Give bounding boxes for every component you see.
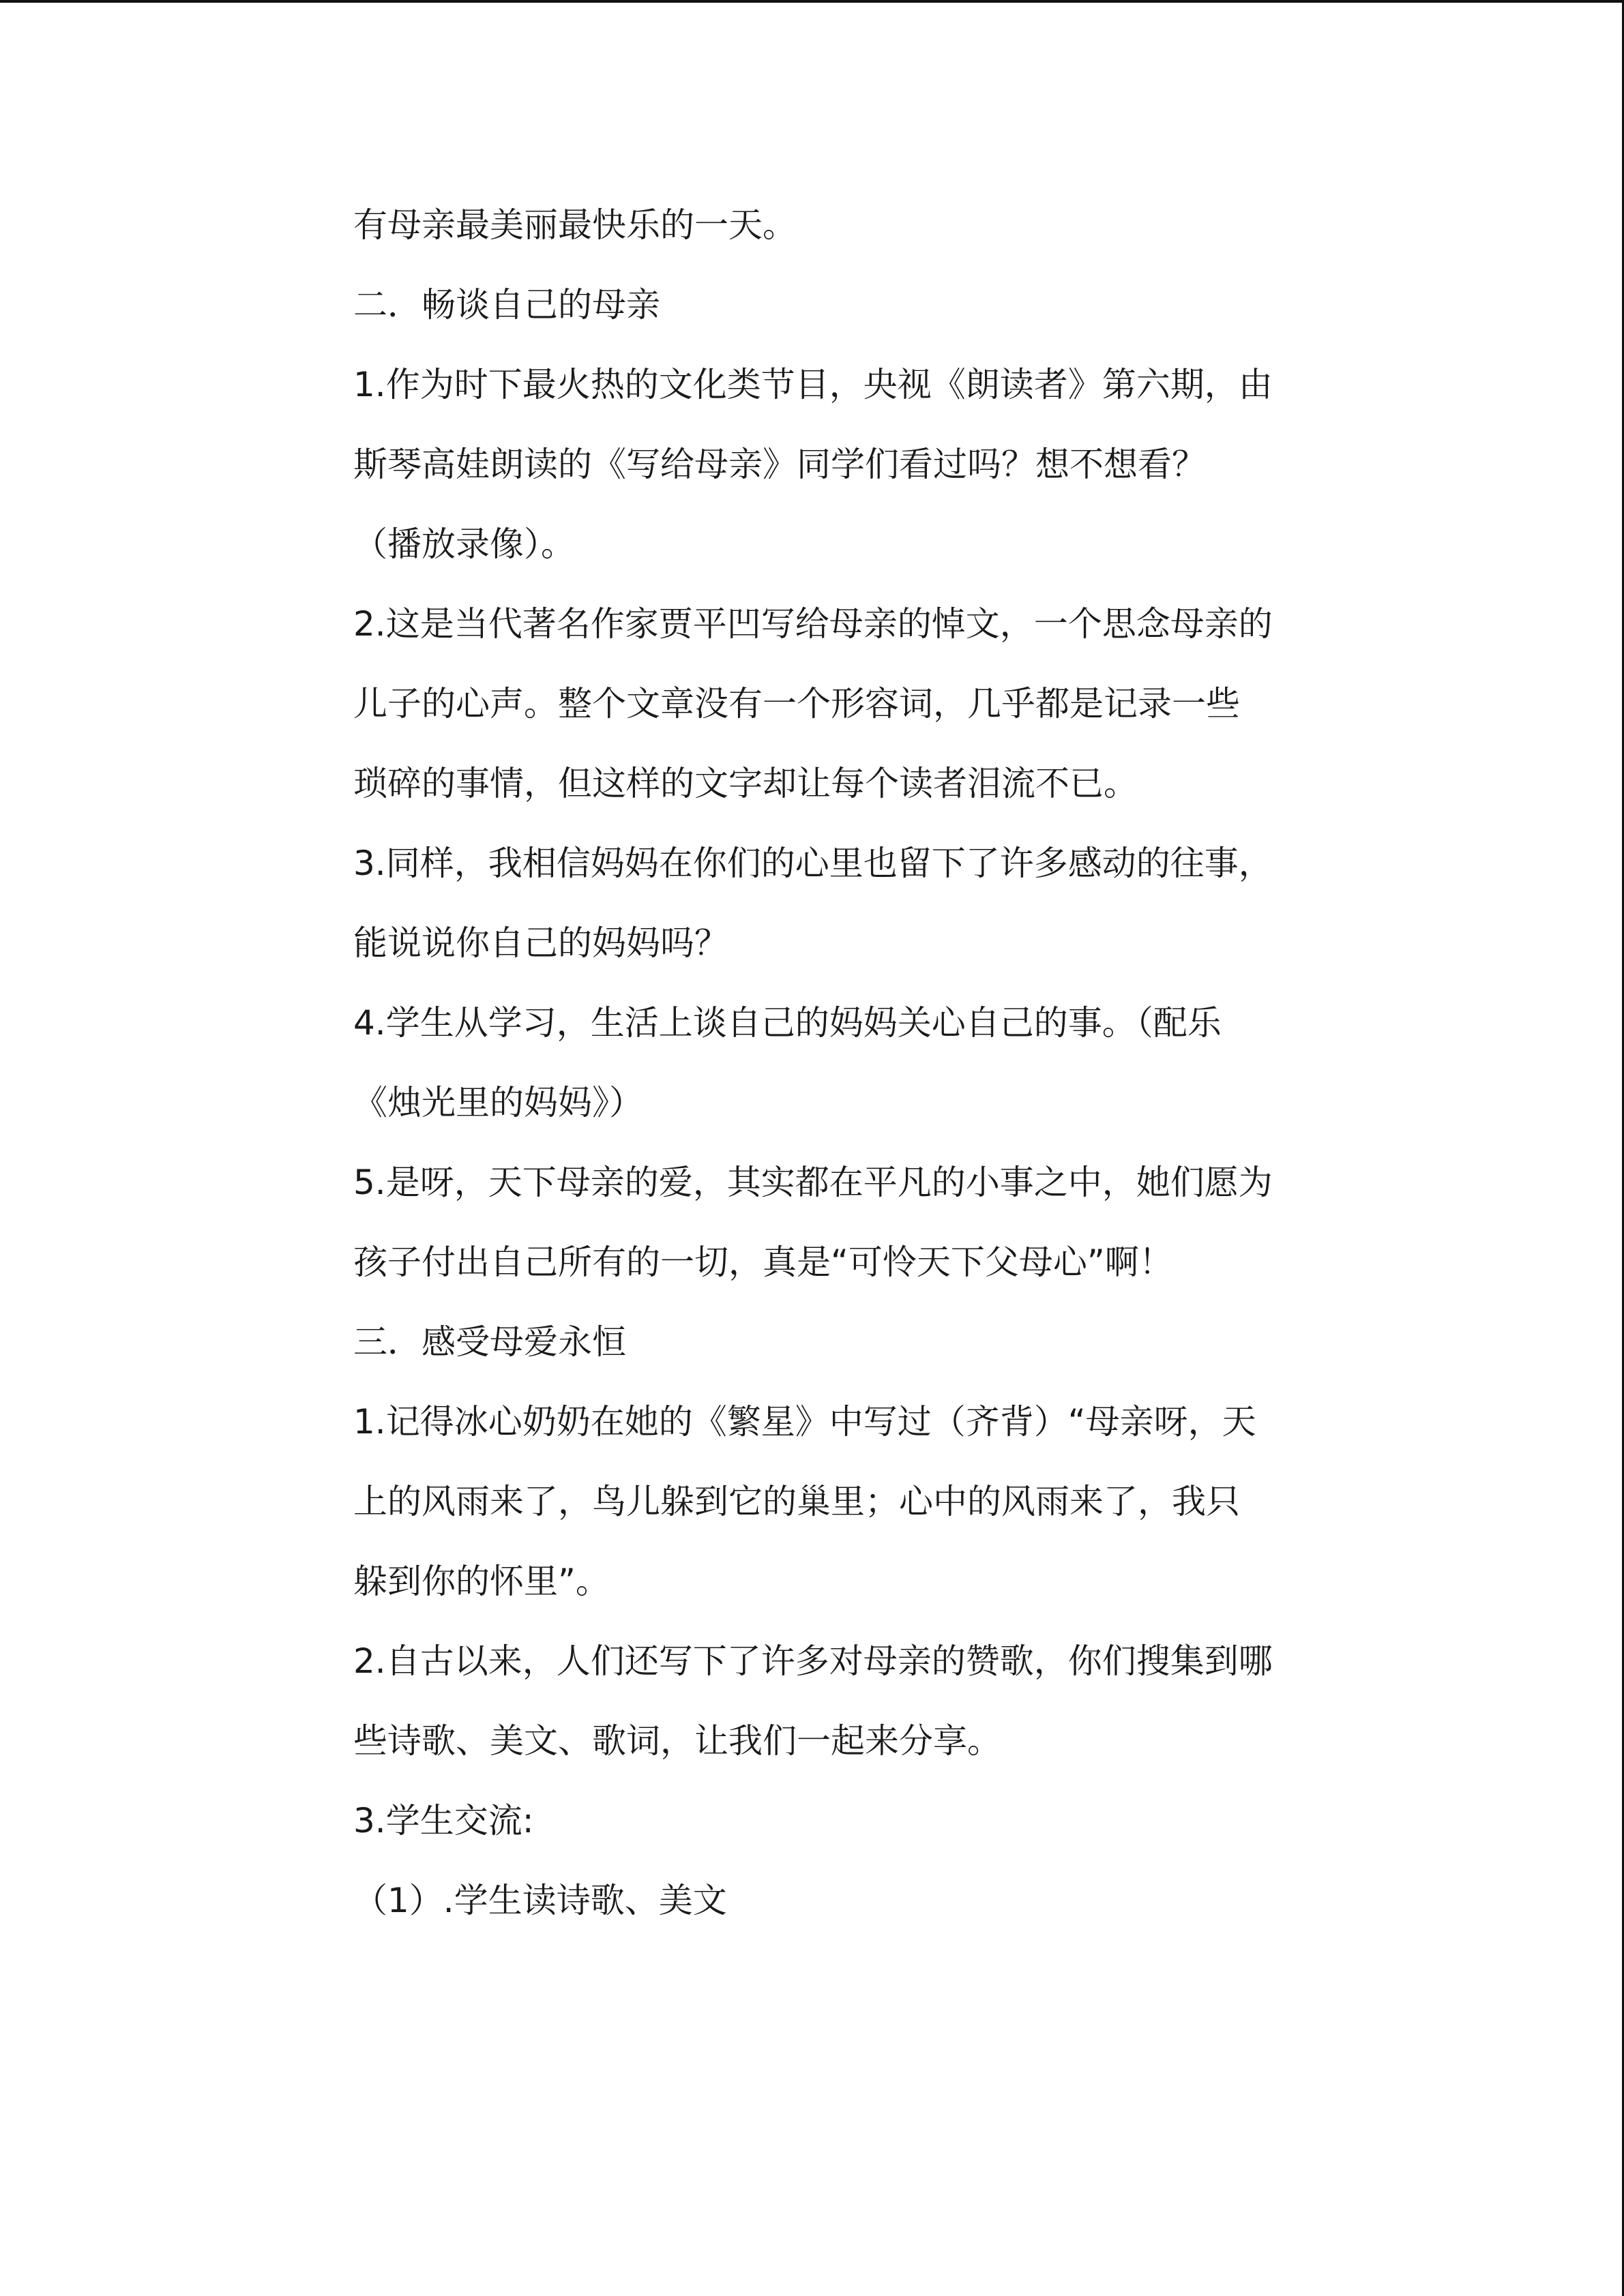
text-line: 躲到你的怀里”。 (353, 1562, 610, 1601)
text-line: 上的风雨来了，鸟儿躲到它的巢里；心中的风雨来了，我只 (353, 1482, 1240, 1521)
text-line: 4.学生从学习，生活上谈自己的妈妈关心自己的事。（配乐 (353, 1003, 1222, 1043)
text-line: 3.学生交流: (353, 1801, 534, 1840)
text-line: 有母亲最美丽最快乐的一天。 (353, 205, 797, 245)
text-line: 些诗歌、美文、歌词，让我们一起来分享。 (353, 1721, 1001, 1761)
text-line: 能说说你自己的妈妈吗？ (353, 923, 728, 963)
text-line: 1.作为时下最火热的文化类节目，央视《朗读者》第六期，由 (353, 365, 1273, 404)
text-line: 2.这是当代著名作家贾平凹写给母亲的悼文，一个思念母亲的 (353, 604, 1273, 644)
text-line: 斯琴高娃朗读的《写给母亲》同学们看过吗？想不想看？ (353, 445, 1206, 484)
text-line: 《烛光里的妈妈》） (353, 1083, 643, 1122)
text-line: （播放录像）。 (353, 524, 575, 564)
page-top-border (0, 0, 1624, 3)
text-line: 儿子的心声。整个文章没有一个形容词，几乎都是记录一些 (353, 684, 1240, 724)
text-line: 1.记得冰心奶奶在她的《繁星》中写过（齐背）“母亲呀，天 (353, 1402, 1256, 1442)
document-body (353, 205, 1376, 1960)
text-line: （1）.学生读诗歌、美文 (353, 1881, 727, 1920)
text-line: 琐碎的事情，但这样的文字却让每个读者泪流不已。 (353, 764, 1138, 803)
text-line: 5.是呀，天下母亲的爱，其实都在平凡的小事之中，她们愿为 (353, 1163, 1273, 1202)
text-line: 孩子付出自己所有的一切，真是“可怜天下父母心”啊！ (353, 1242, 1173, 1282)
section-heading: 二．畅谈自己的母亲 (353, 285, 660, 325)
section-heading: 三．感受母爱永恒 (353, 1322, 626, 1362)
text-line: 2.自古以来，人们还写下了许多对母亲的赞歌，你们搜集到哪 (353, 1641, 1273, 1681)
text-line: 3.同样，我相信妈妈在你们的心里也留下了许多感动的往事， (353, 844, 1273, 883)
